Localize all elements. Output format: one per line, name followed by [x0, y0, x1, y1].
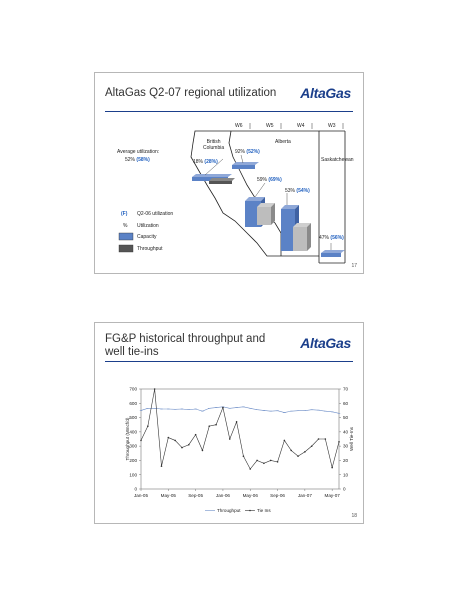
tieins-point [188, 444, 190, 446]
bar-group-bc [192, 174, 235, 184]
tieins-point [147, 425, 149, 427]
y2-tick-label: 40 [343, 429, 349, 435]
tieins-point [208, 425, 210, 427]
tieins-point [229, 438, 231, 440]
bar-group-53 [281, 205, 311, 251]
tieins-point [215, 424, 217, 426]
slide-title: AltaGas Q2-07 regional utilization [105, 87, 277, 99]
region-saskatchewan: Saskatchewan [321, 157, 354, 163]
y-axis-title: Throughput (Mmcf/d) [125, 417, 130, 461]
throughput-chart [95, 323, 365, 525]
tieins-point [270, 460, 272, 462]
slide-historical-throughput [94, 322, 364, 524]
tieins-point [243, 455, 245, 457]
region-alberta: Alberta [275, 139, 291, 145]
bar-group-59 [245, 197, 275, 227]
tieins-point [277, 461, 279, 463]
bar-group-47 [321, 250, 345, 257]
y2-axis-title: Well Tie-Ins [349, 427, 354, 451]
tieins-point [304, 451, 306, 453]
zone-w4: W4 [297, 123, 305, 129]
tieins-point [290, 450, 292, 452]
legend-tieins-marker [249, 510, 251, 512]
y2-tick-label: 70 [343, 386, 349, 392]
y2-tick-label: 30 [343, 443, 349, 449]
legend-prior-label: Q2-06 utilization [137, 211, 174, 217]
y2-tick-label: 60 [343, 400, 349, 406]
tieins-point [174, 440, 176, 442]
tieins-point [263, 462, 265, 464]
tieins-point [249, 468, 251, 470]
altagas-logo: AltaGas [300, 85, 351, 101]
y2-tick-label: 50 [343, 415, 349, 421]
zone-w6: W6 [235, 123, 243, 129]
y-tick-label: 0 [134, 486, 137, 492]
legend-throughput-label: Throughput [217, 508, 241, 513]
legend-capacity-swatch [119, 233, 133, 240]
tieins-point [256, 460, 258, 462]
x-tick-label: May-06 [242, 493, 258, 498]
tieins-point [311, 445, 313, 447]
tieins-point [325, 438, 327, 440]
tieins-point [181, 447, 183, 449]
callout-18: 18% (28%) [193, 159, 218, 165]
tieins-point [202, 450, 204, 452]
slide-regional-utilization [94, 72, 364, 274]
tieins-point [140, 440, 142, 442]
legend-capacity-label: Capacity [137, 234, 157, 240]
tieins-point [331, 467, 333, 469]
average-label: Average utilization: [117, 149, 160, 155]
callout-92: 92% (52%) [235, 149, 260, 155]
y-tick-label: 300 [129, 443, 137, 449]
legend-pct-symbol: % [123, 223, 128, 229]
y-tick-label: 100 [129, 472, 137, 478]
x-tick-label: Sep-06 [270, 493, 285, 498]
tieins-point [168, 437, 170, 439]
callout-53: 53% (54%) [285, 188, 310, 194]
legend-throughput-swatch [119, 245, 133, 252]
y2-tick-label: 20 [343, 458, 349, 464]
tieins-line [141, 389, 339, 469]
callout-59: 59% (69%) [257, 177, 282, 183]
x-tick-label: Jan-05 [133, 493, 149, 498]
legend-prior-symbol: (F) [121, 211, 128, 217]
x-tick-label: Sep-05 [188, 493, 204, 498]
x-tick-label: May-05 [160, 493, 176, 498]
x-tick-label: Jan-06 [215, 493, 230, 498]
y-tick-label: 700 [129, 386, 137, 392]
page-number: 18 [351, 513, 357, 519]
callout-47: 47% (56%) [319, 235, 344, 241]
tieins-point [236, 421, 238, 423]
x-tick-label: Jan-07 [297, 493, 312, 498]
throughput-line [141, 407, 339, 413]
y2-tick-label: 0 [343, 486, 346, 492]
y2-tick-label: 10 [343, 472, 349, 478]
tieins-point [297, 455, 299, 457]
x-tick-label: May-07 [324, 493, 340, 498]
tieins-point [154, 388, 156, 390]
zone-w3: W3 [328, 123, 336, 129]
tieins-point [338, 441, 340, 443]
legend-throughput-label: Throughput [137, 246, 163, 252]
slide-title: FG&P historical throughput and well tie-ins [105, 333, 266, 358]
zone-w5: W5 [266, 123, 274, 129]
altagas-logo: AltaGas [300, 335, 351, 351]
average-value: 52% (58%) [125, 157, 150, 163]
y-tick-label: 400 [129, 429, 137, 435]
tieins-point [318, 438, 320, 440]
y-tick-label: 500 [129, 415, 137, 421]
legend-tieins-label: Tie Ins [257, 508, 271, 513]
bar-group-92 [232, 162, 259, 169]
tieins-point [195, 434, 197, 436]
tieins-point [222, 407, 224, 409]
legend-pct-label: Utilization [137, 223, 159, 229]
page-number: 17 [351, 263, 357, 269]
region-bc: British Columbia [203, 139, 225, 151]
map-graphic [95, 73, 365, 275]
tieins-point [284, 440, 286, 442]
tieins-point [161, 465, 163, 467]
y-tick-label: 600 [129, 400, 137, 406]
y-tick-label: 200 [129, 458, 137, 464]
bc-throughput-bar [209, 181, 232, 184]
